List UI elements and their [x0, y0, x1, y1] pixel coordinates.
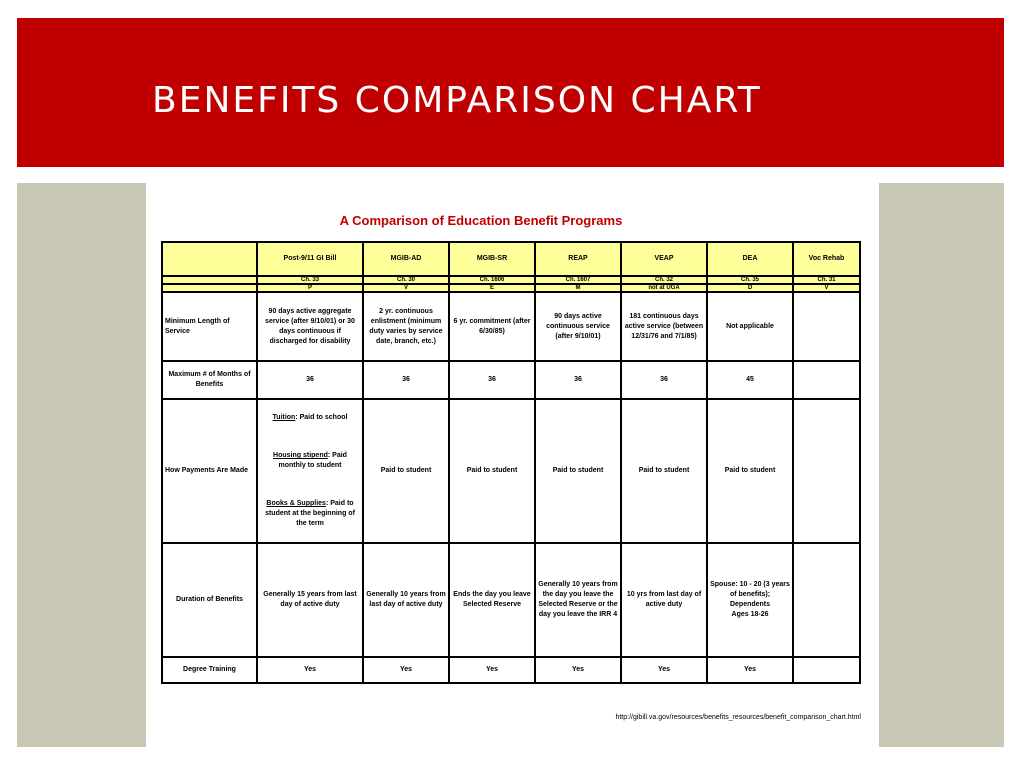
- row-label: Duration of Benefits: [162, 543, 257, 657]
- program-code: M: [535, 284, 621, 292]
- program-chapter: Ch. 32: [621, 276, 707, 284]
- table-cell: Generally 10 years from the day you leave the Selected Reserve or the day you leave the IRR 4: [535, 543, 621, 657]
- table-row: [162, 399, 860, 543]
- slide-title: BENEFITS COMPARISON CHART: [152, 80, 762, 121]
- program-header-row: [162, 242, 860, 276]
- document-title: A Comparison of Education Benefit Programs: [339, 213, 623, 228]
- table-cell: Paid to student: [535, 399, 621, 543]
- table-cell: Not applicable: [707, 292, 793, 361]
- table-cell: 181 continuous days active service (between 12/31/76 and 7/1/85): [621, 292, 707, 361]
- table-cell: 90 days active continuous service (after 9/10/01): [535, 292, 621, 361]
- program-chapter: Ch. 1606: [449, 276, 535, 284]
- program-name: Post-9/11 GI Bill: [257, 242, 363, 276]
- table-cell: 10 yrs from last day of active duty: [621, 543, 707, 657]
- program-code: V: [793, 284, 860, 292]
- program-chapter: Ch. 35: [707, 276, 793, 284]
- table-cell: 90 days active aggregate service (after 9/10/01) or 30 days continuous if discharged for disability: [257, 292, 363, 361]
- chapter-row: [162, 276, 860, 284]
- table-cell: Yes: [707, 657, 793, 683]
- table-cell: Generally 15 years from last day of active duty: [257, 543, 363, 657]
- payment-tuition: [260, 413, 360, 423]
- program-name: REAP: [535, 242, 621, 276]
- program-name: MGIB-SR: [449, 242, 535, 276]
- table-cell: [793, 361, 860, 399]
- chart-image: [146, 183, 879, 747]
- program-chapter: Ch. 30: [363, 276, 449, 284]
- housing-label: Housing stipend: [273, 452, 328, 459]
- dea-dependents: Dependents: [729, 601, 771, 608]
- table-cell: Yes: [621, 657, 707, 683]
- table-cell: 36: [363, 361, 449, 399]
- program-name: Voc Rehab: [793, 242, 860, 276]
- table-cell-dea-duration: [707, 543, 793, 657]
- table-cell: Ends the day you leave Selected Reserve: [449, 543, 535, 657]
- books-label: Books & Supplies: [266, 500, 326, 507]
- table-cell: Yes: [257, 657, 363, 683]
- table-cell-post911-payments: [257, 399, 363, 543]
- table-row: [162, 657, 860, 683]
- table-cell: [793, 543, 860, 657]
- table-cell: 36: [621, 361, 707, 399]
- comparison-table: [161, 241, 861, 684]
- table-cell: Paid to student: [621, 399, 707, 543]
- payment-housing: [260, 451, 360, 471]
- table-cell: 6 yr. commitment (after 6/30/85): [449, 292, 535, 361]
- program-chapter: Ch. 1607: [535, 276, 621, 284]
- table-cell: 36: [257, 361, 363, 399]
- table-row: [162, 543, 860, 657]
- dea-spouse: Spouse: 10 - 20 (3 years of benefits);: [710, 581, 790, 598]
- table-cell: Yes: [535, 657, 621, 683]
- header-blank-cell: [162, 242, 257, 276]
- table-cell: Paid to student: [449, 399, 535, 543]
- program-name: VEAP: [621, 242, 707, 276]
- code-row: [162, 284, 860, 292]
- table-cell: 36: [449, 361, 535, 399]
- code-blank-cell: [162, 284, 257, 292]
- tuition-text: : Paid to school: [295, 414, 348, 421]
- table-cell: 2 yr. continuous enlistment (minimum duty varies by service date, branch, etc.): [363, 292, 449, 361]
- chapter-blank-cell: [162, 276, 257, 284]
- program-code: V: [363, 284, 449, 292]
- program-code: P: [257, 284, 363, 292]
- table-row: [162, 292, 860, 361]
- row-label: Minimum Length of Service: [162, 292, 257, 361]
- table-cell: [793, 292, 860, 361]
- table-cell: Yes: [363, 657, 449, 683]
- table-cell: Paid to student: [707, 399, 793, 543]
- table-cell: Yes: [449, 657, 535, 683]
- program-name: DEA: [707, 242, 793, 276]
- table-cell: Generally 10 years from last day of active duty: [363, 543, 449, 657]
- program-chapter: Ch. 33: [257, 276, 363, 284]
- books-text: : Paid to student at the beginning of the term: [265, 500, 355, 527]
- program-name: MGIB-AD: [363, 242, 449, 276]
- table-row: [162, 361, 860, 399]
- row-label: How Payments Are Made: [162, 399, 257, 543]
- housing-text: : Paid monthly to student: [278, 452, 347, 469]
- row-label: Degree Training: [162, 657, 257, 683]
- table-cell: [793, 399, 860, 543]
- row-label: Maximum # of Months of Benefits: [162, 361, 257, 399]
- table-cell: 36: [535, 361, 621, 399]
- payment-books: [260, 499, 360, 529]
- program-code: not at UGA: [621, 284, 707, 292]
- program-chapter: Ch. 31: [793, 276, 860, 284]
- table-cell: [793, 657, 860, 683]
- program-code: E: [449, 284, 535, 292]
- dea-ages: Ages 18-26: [731, 611, 769, 618]
- tuition-label: Tuition: [272, 414, 296, 421]
- source-url: http://gibill.va.gov/resources/benefits_resources/benefit_comparison_chart.html: [615, 714, 861, 721]
- program-code: D: [707, 284, 793, 292]
- table-cell: 45: [707, 361, 793, 399]
- table-cell: Paid to student: [363, 399, 449, 543]
